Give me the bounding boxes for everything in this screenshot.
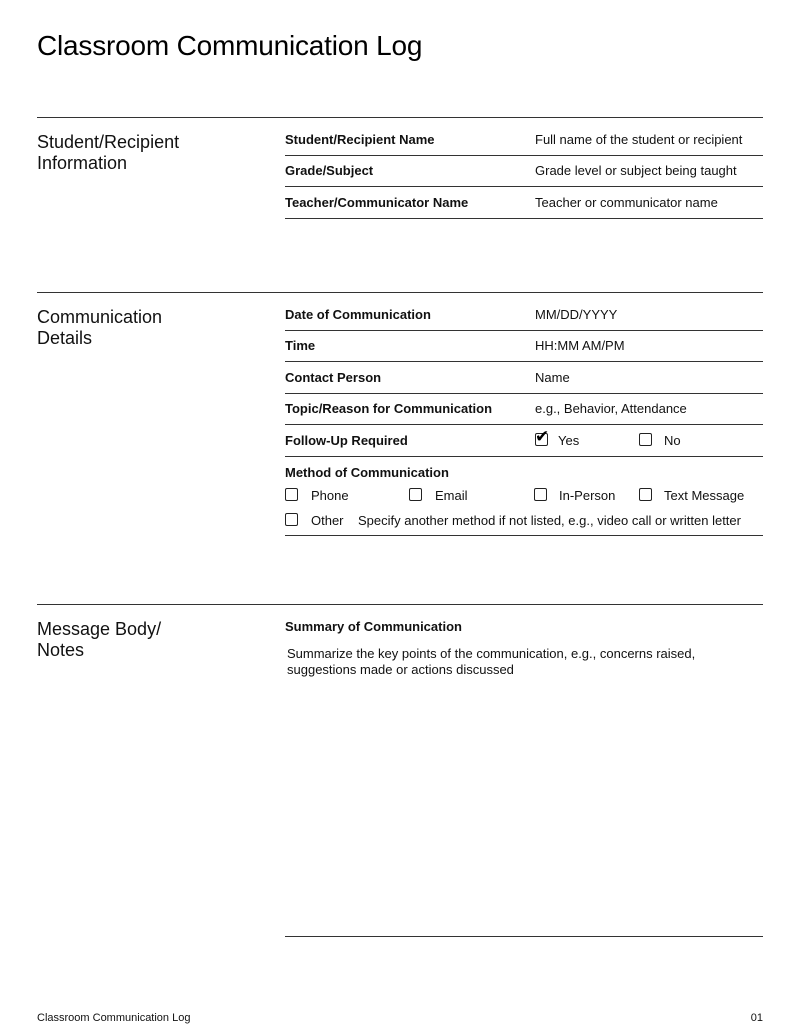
field-label: Date of Communication (285, 307, 431, 322)
section-label-communication (37, 307, 162, 349)
follow-up-no-checkbox[interactable] (639, 433, 652, 446)
checkmark-icon: ✔ (535, 427, 550, 446)
section-label-message (37, 619, 161, 661)
section-label-line: Communication (37, 307, 163, 327)
page-title: Classroom Communication Log (37, 30, 423, 61)
follow-up-yes-label: Yes (558, 433, 580, 448)
field-value[interactable]: Teacher or communicator name (535, 195, 718, 210)
method-in-person-checkbox[interactable] (534, 488, 547, 501)
section-label-line: Notes (37, 640, 85, 660)
summary-area[interactable] (285, 612, 763, 937)
method-other-checkbox[interactable] (285, 513, 298, 526)
field-label: Student/Recipient Name (285, 132, 435, 147)
field-row-grade-subject[interactable] (285, 155, 763, 187)
field-value[interactable]: MM/DD/YYYY (535, 307, 618, 322)
field-label: Contact Person (285, 370, 382, 385)
field-row-teacher-name[interactable] (285, 187, 763, 219)
field-label: Grade/Subject (285, 163, 374, 178)
method-other-hint[interactable]: Specify another method if not listed, e.g., video call or written letter (358, 513, 741, 528)
field-row-contact-person[interactable] (285, 362, 763, 394)
footer-title: Classroom Communication Log (37, 1012, 191, 1024)
method-text-message-checkbox[interactable] (639, 488, 652, 501)
method-of-communication (285, 456, 763, 536)
field-value[interactable]: e.g., Behavior, Attendance (535, 401, 687, 416)
follow-up-yes-checkbox[interactable] (535, 427, 550, 446)
field-row-student-name[interactable] (285, 124, 763, 156)
field-row-time[interactable] (285, 330, 763, 362)
method-other-label: Other (311, 513, 344, 528)
method-text-message-label: Text Message (664, 488, 745, 503)
section-label-line: Details (37, 328, 93, 348)
summary-text-line: Summarize the key points of the communication, e.g., concerns raised, (287, 646, 696, 661)
field-value[interactable]: Grade level or subject being taught (535, 163, 737, 178)
method-phone-checkbox[interactable] (285, 488, 298, 501)
summary-label: Summary of Communication (285, 619, 462, 634)
field-value[interactable]: Full name of the student or recipient (535, 132, 743, 147)
section-label-student (37, 132, 179, 174)
method-in-person-label: In-Person (559, 488, 616, 503)
page-number: 01 (750, 1012, 763, 1024)
method-email-label: Email (435, 488, 468, 503)
method-email-checkbox[interactable] (409, 488, 422, 501)
field-label: Follow-Up Required (285, 433, 408, 448)
section-label-line: Student/Recipient (37, 132, 180, 152)
field-label: Time (285, 338, 316, 353)
summary-text-line: suggestions made or actions discussed (287, 662, 514, 677)
section-divider-student (37, 117, 763, 118)
field-row-topic[interactable] (285, 393, 763, 425)
section-label-line: Message Body/ (37, 619, 162, 639)
field-row-date[interactable] (285, 299, 763, 331)
field-label: Topic/Reason for Communication (285, 401, 493, 416)
field-value[interactable]: Name (535, 370, 570, 385)
method-phone-label: Phone (311, 488, 349, 503)
field-row-follow-up (285, 425, 763, 457)
follow-up-no-label: No (664, 433, 681, 448)
section-label-line: Information (37, 153, 128, 173)
summary-text[interactable] (287, 646, 695, 678)
field-value[interactable]: HH:MM AM/PM (535, 338, 625, 353)
field-label: Teacher/Communicator Name (285, 195, 469, 210)
section-divider-message (37, 604, 763, 605)
section-divider-communication (37, 292, 763, 293)
method-label: Method of Communication (285, 465, 449, 480)
